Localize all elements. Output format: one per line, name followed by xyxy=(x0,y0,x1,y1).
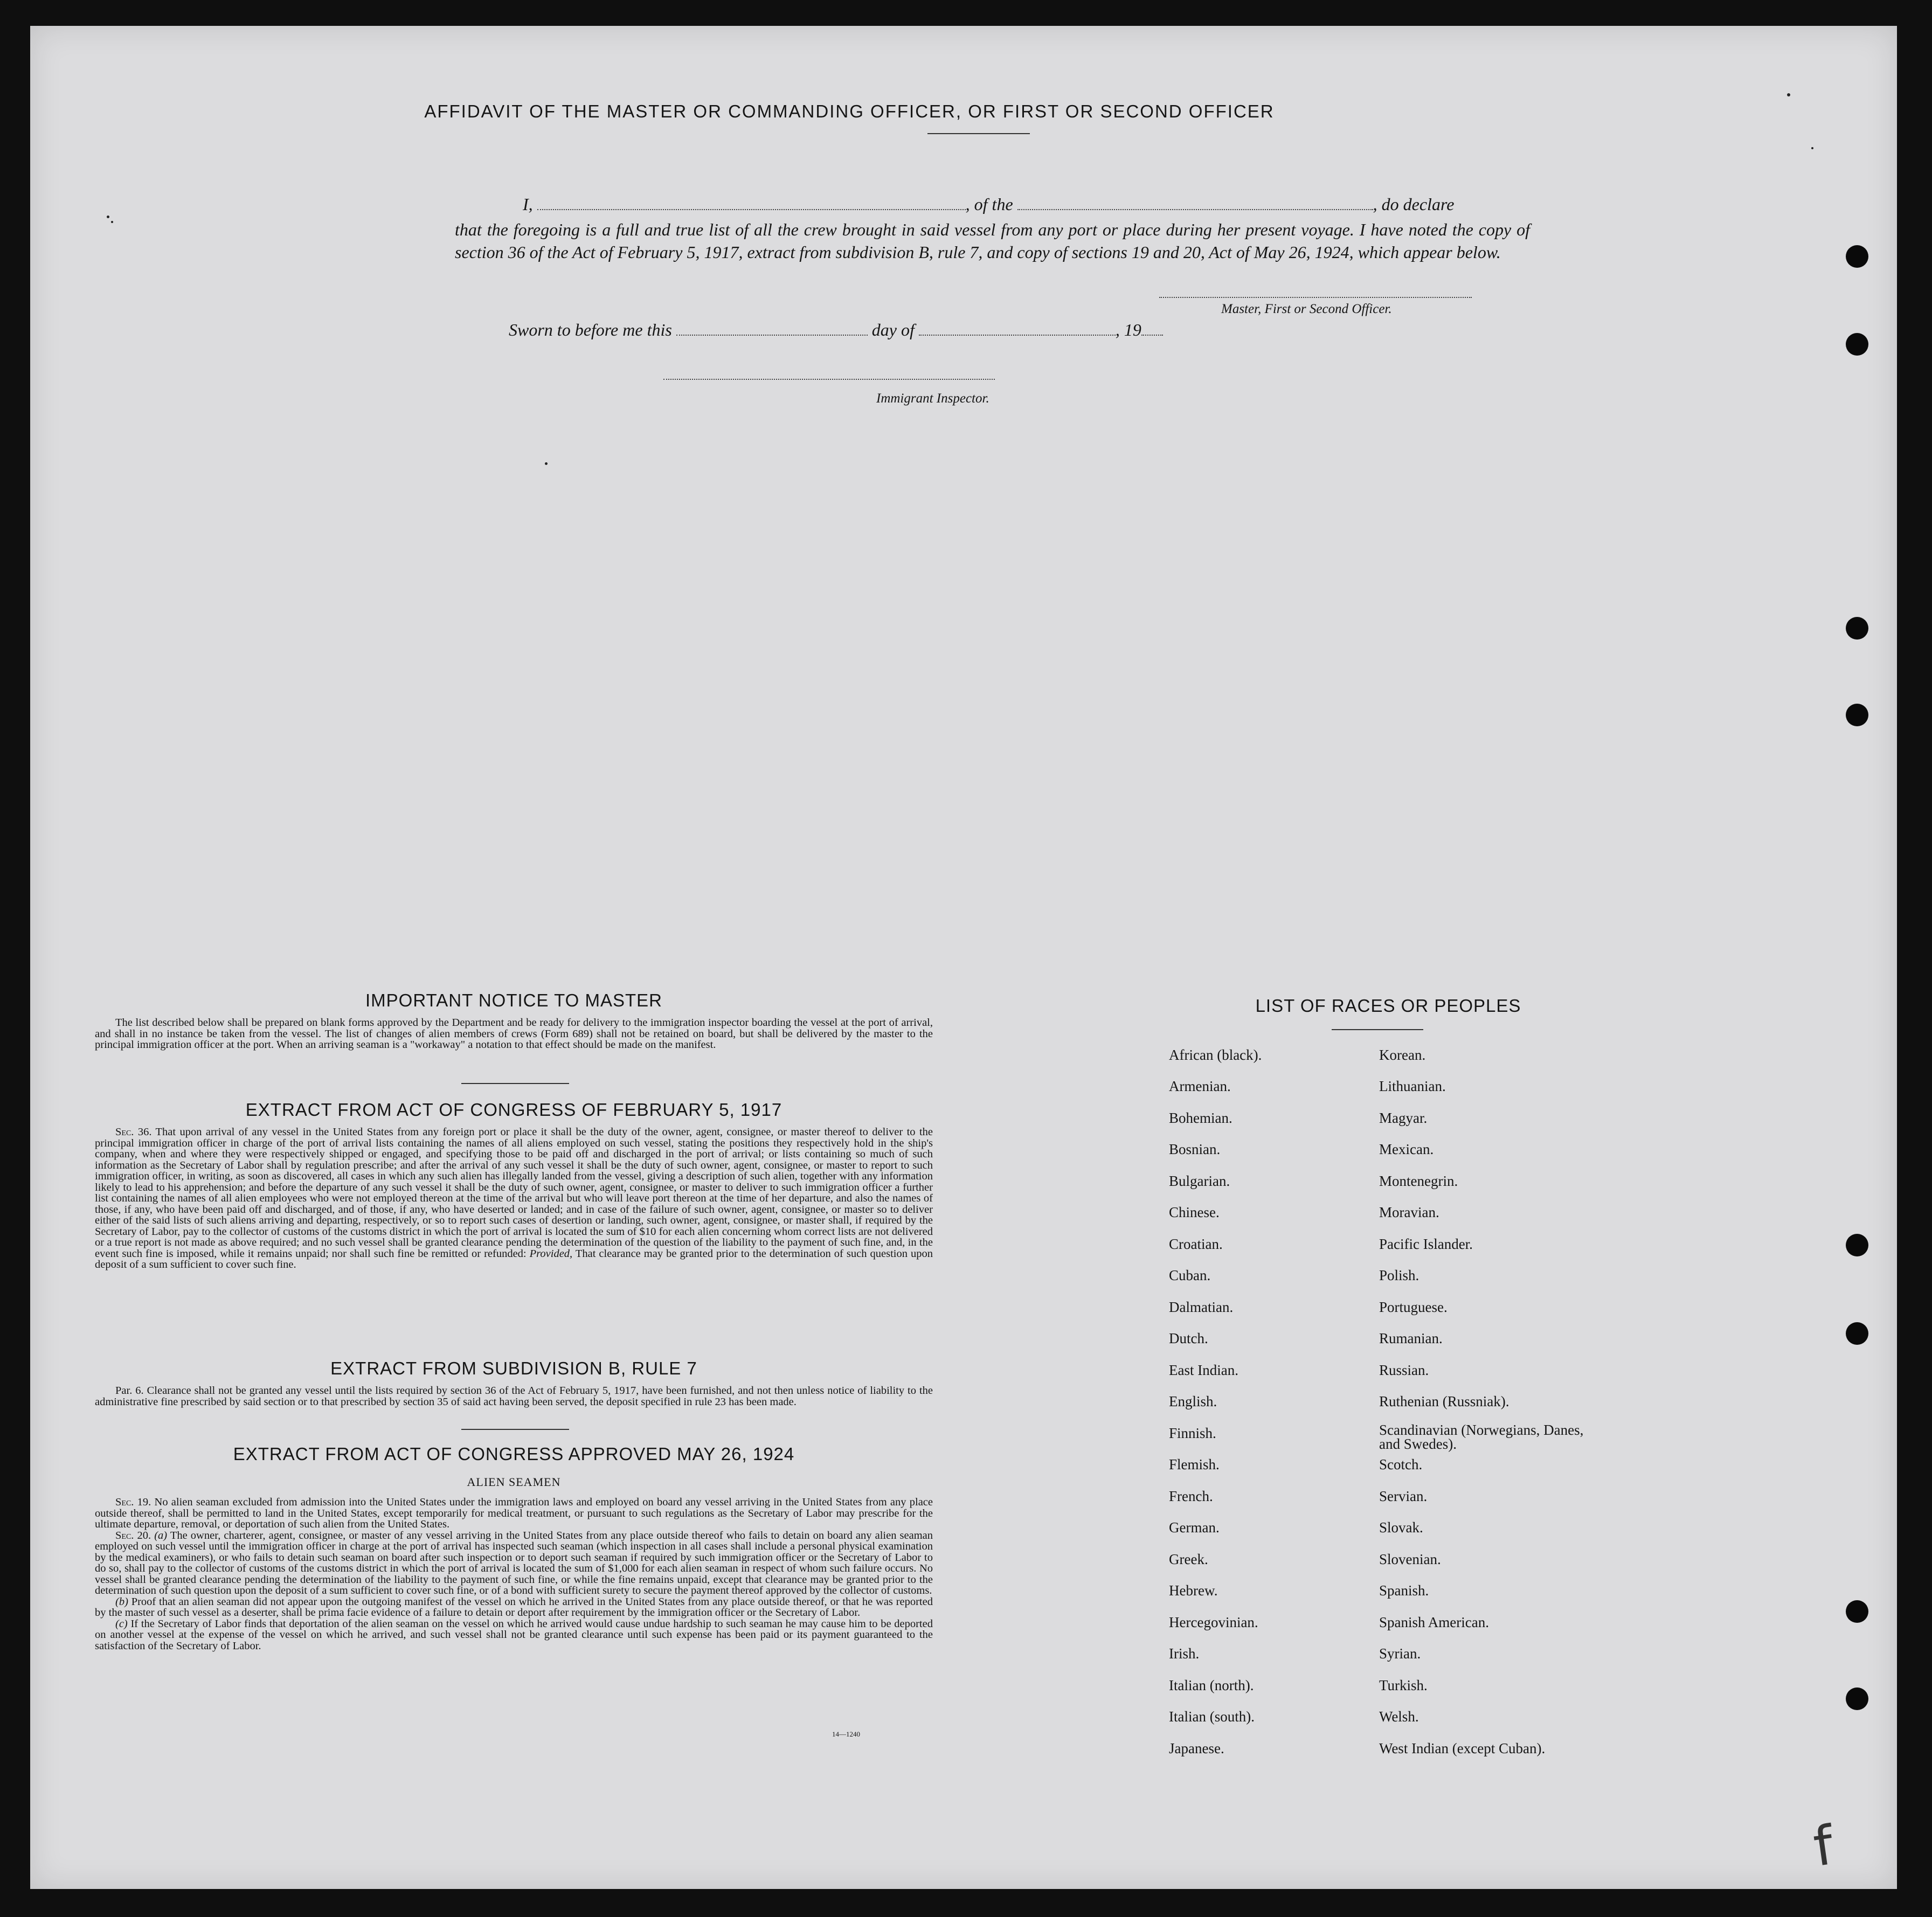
race-item: Rumanian. xyxy=(1379,1330,1443,1346)
race-item: Korean. xyxy=(1379,1047,1426,1063)
scan-speck xyxy=(111,221,113,223)
form-number: 14—1240 xyxy=(832,1730,860,1738)
race-item: Italian (south). xyxy=(1169,1708,1255,1725)
race-item: Russian. xyxy=(1379,1362,1429,1378)
rule7-paragraph: Par. 6. Clearance shall not be granted any vessel until the lists required by section 36 of the Act of February 5, 1917, have been furnished, and not then unless notice of liability to the administrative fine prescribed by said section or to that prescribed by section 35 of said act having been served, the deposit specified in rule 23 has been made. xyxy=(95,1385,933,1408)
races-title-divider xyxy=(1332,1029,1423,1030)
document-sheet xyxy=(30,26,1897,1889)
scan-speck xyxy=(1787,93,1790,96)
inspector-caption: Immigrant Inspector. xyxy=(876,391,989,406)
punch-hole xyxy=(1846,1600,1868,1623)
race-item: Slovenian. xyxy=(1379,1551,1441,1567)
notice-text xyxy=(95,1017,933,1051)
rule7-text xyxy=(95,1385,933,1407)
race-item: Scotch. xyxy=(1379,1456,1423,1473)
race-item: Servian. xyxy=(1379,1488,1428,1504)
extract-1924-text xyxy=(95,1497,933,1651)
race-item: Montenegrin. xyxy=(1379,1173,1458,1189)
sworn-month-blank xyxy=(919,335,1116,336)
punch-hole xyxy=(1846,1234,1868,1256)
alien-seamen-subtitle: ALIEN SEAMEN xyxy=(467,1475,561,1489)
race-item: Greek. xyxy=(1169,1551,1208,1567)
races-title: LIST OF RACES OR PEOPLES xyxy=(1255,996,1521,1016)
name-blank xyxy=(537,209,966,210)
race-item: Spanish American. xyxy=(1379,1614,1489,1630)
proviso-label: Provided, xyxy=(529,1247,573,1260)
punch-hole xyxy=(1846,617,1868,640)
race-item: Portuguese. xyxy=(1379,1299,1448,1315)
scan-speck xyxy=(1811,147,1813,149)
race-item: Ruthenian (Russniak). xyxy=(1379,1393,1509,1409)
race-item: Hebrew. xyxy=(1169,1582,1218,1599)
extract-1924-title: EXTRACT FROM ACT OF CONGRESS APPROVED MAY 26, 1924 xyxy=(233,1444,795,1464)
race-item: Japanese. xyxy=(1169,1740,1224,1756)
race-item: Polish. xyxy=(1379,1267,1419,1283)
signature-line xyxy=(1159,297,1472,298)
race-item: Syrian. xyxy=(1379,1645,1421,1662)
affidavit-declaration-line xyxy=(523,195,1454,214)
inspector-signature-line xyxy=(663,379,995,380)
sec20c-mark: (c) xyxy=(115,1617,128,1630)
race-item: Cuban. xyxy=(1169,1267,1211,1283)
punch-hole xyxy=(1846,704,1868,726)
race-item: African (black). xyxy=(1169,1047,1262,1063)
sec20a-mark: (a) xyxy=(154,1529,168,1541)
sworn-year: , 19 xyxy=(1115,320,1141,339)
race-item: Finnish. xyxy=(1169,1425,1216,1441)
scan-speck xyxy=(545,462,548,465)
title-divider xyxy=(927,133,1030,134)
section-divider xyxy=(461,1083,569,1084)
race-item: Welsh. xyxy=(1379,1708,1419,1725)
race-item: Magyar. xyxy=(1379,1110,1428,1126)
sworn-day-of: day of xyxy=(871,320,915,339)
race-item: Bulgarian. xyxy=(1169,1173,1230,1189)
punch-hole xyxy=(1846,1322,1868,1345)
notice-title: IMPORTANT NOTICE TO MASTER xyxy=(365,990,662,1010)
sec20b-body: Proof that an alien seaman did not appear upon the outgoing manifest of the vessel on which he arrived in the United States from any place outside thereof, or that he was reported by the master of such vessel as a deserter, shall be prima facie evidence of a failure to detain or deport after requirement by the immigration officer or the Secretary of Labor. xyxy=(95,1595,933,1619)
extract-1917-text xyxy=(95,1127,933,1270)
sec19-body: No alien seaman excluded from admission into the United States under the immigration laws and employed on board any vessel arriving in the United States from any place outside thereof, shall be permitted to land in the United States, except temporarily for medical treatment, or pursuant to such regulations as the Secretary of Labor may prescribe for the ultimate departure, removal, or deportation of such alien from the United States. xyxy=(95,1496,933,1530)
race-item: Lithuanian. xyxy=(1379,1078,1446,1094)
race-item: Dalmatian. xyxy=(1169,1299,1234,1315)
sec20b-mark: (b) xyxy=(115,1595,128,1608)
race-item: Turkish. xyxy=(1379,1677,1428,1693)
sec36-label: Sec. 36. xyxy=(115,1126,152,1138)
race-item: Mexican. xyxy=(1379,1141,1434,1157)
affidavit-paragraph: that the foregoing is a full and true list of all the crew brought in said vessel from any port or place during her present voyage. I have noted the copy of section 36 of the Act of February 5, 1917, extract from subdivision B, rule 7, and copy of sections 19 and 20, Act of May 26, 1924, which appear below. xyxy=(455,220,1530,262)
sec19-label: Sec. 19. xyxy=(115,1496,151,1508)
punch-hole xyxy=(1846,1687,1868,1710)
race-item: Croatian. xyxy=(1169,1236,1223,1252)
sworn-day-blank xyxy=(676,335,868,336)
race-item: Italian (north). xyxy=(1169,1677,1254,1693)
declaration-do-declare: , do declare xyxy=(1373,195,1455,214)
proviso-text: That clearance may be granted prior to the determination of such question upon deposit of a sum sufficient to cover such fine. xyxy=(95,1247,933,1270)
signature-caption: Master, First or Second Officer. xyxy=(1221,302,1392,316)
race-item: Chinese. xyxy=(1169,1204,1220,1220)
race-item: Bohemian. xyxy=(1169,1110,1232,1126)
sworn-line xyxy=(509,320,1163,340)
extract-1917-title: EXTRACT FROM ACT OF CONGRESS OF FEBRUARY 5, 1917 xyxy=(245,1100,783,1120)
race-item: Scandinavian (Norwegians, Danes, and Swedes). xyxy=(1379,1422,1584,1452)
section-divider xyxy=(461,1429,569,1430)
race-item: German. xyxy=(1169,1519,1220,1536)
race-item: Slovak. xyxy=(1379,1519,1423,1536)
race-item: Flemish. xyxy=(1169,1456,1220,1473)
handwritten-mark: f xyxy=(1810,1814,1838,1879)
race-item: West Indian (except Cuban). xyxy=(1379,1740,1546,1756)
vessel-blank xyxy=(1017,209,1373,210)
sec36-body: That upon arrival of any vessel in the United States from any foreign port or place it shall be the duty of the owner, agent, consignee, or master thereof to deliver to the principal immigration officer in charge of the port of arrival lists containing the names of all aliens employed on such vessel, stating the positions they respectively hold in the ship's company, when and where they were respectively shipped or engaged, and specifying those to be paid off and discharged in the port of arrival; or lists containing so much of such information as the Secretary of Labor shall by regulation prescribe; and after the arrival of any such vessel it shall be the duty of such owner, agent, consignee, or master to report to such immigration officer, in writing, as soon as discovered, all cases in which any such alien has illegally landed from the vessel, giving a description of such alien, together with any information likely to lead to his apprehension; and before the departure of any such vessel it shall be the duty of such owner, agent, consignee, or master to deliver to such immigration officer a further list containing the names of all alien employees who were not employed thereon at the time of the arrival but who will leave port thereon at the time of her departure, and also the names of those, if any, who have been paid off and discharged, and of those, if any, who have deserted or landed; and in case of the failure of such owner, agent, consignee, or master so to deliver either of the said lists of such aliens arriving and departing, respectively, or so to report such cases of desertion or landing, such owner, agent, consignee, or master shall, if required by the Secretary of Labor, pay to the collector of customs of the customs district in which the port of arrival is located the sum of $10 for each alien concerning whom correct lists are not delivered or a true report is not made as above required; and no such vessel shall be granted clearance pending the determination of the question of the liability to the payment of such fine, and, in the event such fine is imposed, while it remains unpaid; nor shall such fine be remitted or refunded: xyxy=(95,1126,933,1260)
race-item: Bosnian. xyxy=(1169,1141,1221,1157)
rule7-title: EXTRACT FROM SUBDIVISION B, RULE 7 xyxy=(330,1358,697,1378)
punch-hole xyxy=(1846,333,1868,356)
sec20c-body: If the Secretary of Labor finds that deportation of the alien seaman on the vessel on which he arrived would cause undue hardship to such seaman he may cause him to be deported on another vessel at the expense of the vessel on which he arrived, and such vessel shall not be granted clearance until such expense has been paid or its payment guaranteed to the satisfaction of the Secretary of Labor. xyxy=(95,1617,933,1652)
race-item: Moravian. xyxy=(1379,1204,1439,1220)
race-item: Hercegovinian. xyxy=(1169,1614,1258,1630)
sworn-year-blank xyxy=(1141,335,1163,336)
race-item: Armenian. xyxy=(1169,1078,1231,1094)
sec20a-body: The owner, charterer, agent, consignee, or master of any vessel arriving in the United States from any place outside thereof who fails to detain on board any alien seaman employed on such vessel until the immigration officer in charge at the port of arrival has inspected such seaman (which inspection in all cases shall include a personal physical examination by the medical examiners), or who fails to detain such seaman on board after such inspection or to deport such seaman if required by such immigration officer or the Secretary of Labor to do so, shall pay to the collector of customs of the customs district in which the port of arrival is located the sum of $1,000 for each alien seaman in respect of whom such failure occurs. No vessel shall be granted clearance pending the determination of the liability to the payment of such fine, or while the fine remains unpaid, except that clearance may be granted prior to the determination of such question upon the deposit of a sum sufficient to cover such fine, or of a bond with sufficient surety to secure the payment thereof approved by the collector of customs. xyxy=(95,1529,933,1596)
race-item: Spanish. xyxy=(1379,1582,1429,1599)
race-item: East Indian. xyxy=(1169,1362,1238,1378)
sec20-label: Sec. 20. xyxy=(115,1529,151,1541)
race-item: French. xyxy=(1169,1488,1213,1504)
race-item: Dutch. xyxy=(1169,1330,1208,1346)
race-item: Pacific Islander. xyxy=(1379,1236,1473,1252)
scan-speck xyxy=(107,216,109,218)
sworn-text: Sworn to before me this xyxy=(509,320,672,339)
affidavit-title: AFFIDAVIT OF THE MASTER OR COMMANDING OFFICER, OR FIRST OR SECOND OFFICER xyxy=(424,101,1275,121)
notice-paragraph: The list described below shall be prepared on blank forms approved by the Department and be ready for delivery to the immigration inspector boarding the vessel at the port of arrival, and shall in no instance be taken from the vessel. The list of changes of alien members of crews (Form 689) shall not be retained on board, but shall be delivered by the master to the principal immigration officer at the port. When an arriving seaman is a "workaway" a notation to that effect should be made on the manifest. xyxy=(95,1017,933,1051)
punch-hole xyxy=(1846,245,1868,268)
race-item: Irish. xyxy=(1169,1645,1200,1662)
race-item: English. xyxy=(1169,1393,1217,1409)
declaration-i: I, xyxy=(523,195,533,214)
declaration-of-the: , of the xyxy=(965,195,1013,214)
